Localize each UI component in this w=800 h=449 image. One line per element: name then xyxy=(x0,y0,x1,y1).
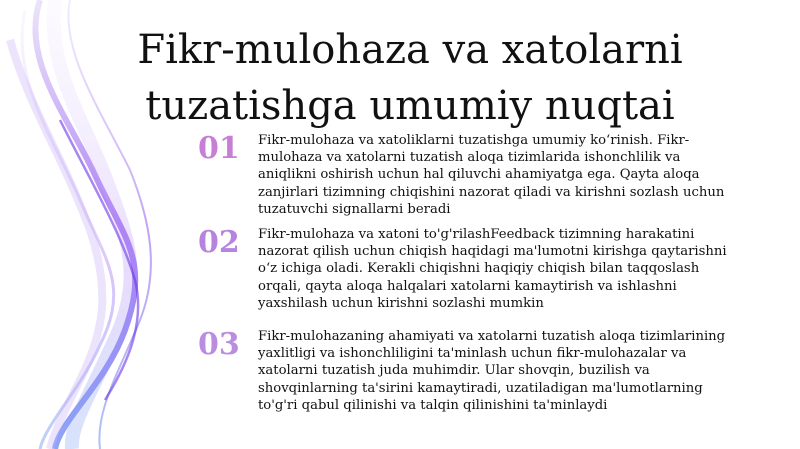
item-text: Fikr-mulohazaning ahamiyati va xatolarni tuzatish aloqa tizimlarining yaxlitligi va ishonchliligini ta'minlash uchun fikr-mulohazalar va xatolarni tuzatish juda muhimdir. Ular shovqin, buzilish va shovqinlarning ta'sirini kamaytiradi, uzatiladigan ma'lumotlarning to'g'ri qabul qilinishi va talqin qilinishini ta'minlaydi xyxy=(258,329,726,413)
item-number: 02 xyxy=(198,225,240,260)
item-number: 03 xyxy=(198,327,240,362)
item-number: 01 xyxy=(198,131,240,166)
item-text: Fikr-mulohaza va xatoliklarni tuzatishga umumiy koʻrinish. Fikr-mulohaza va xatolarni tuzatish aloqa tizimlarida ishonchlilik va aniqlikni oshirish uchun hal qiluvchi ahamiyatga ega. Qayta aloqa zanjirlari tizimning chiqishini nazorat qiladi va kirishni sozlash uchun tuzatuvchi signallarni beradi xyxy=(258,133,725,217)
item-text: Fikr-mulohaza va xatoni to'g'rilashFeedback tizimning harakatini nazorat qilish uchun chiqish haqidagi ma'lumotni kirishga qaytarishni oʻz ichiga oladi. Kerakli chiqishni haqiqiy chiqish bilan taqqoslash orqali, qayta aloqa halqalari xatolarni kamaytirish va ishlashni yaxshilash uchun kirishni sozlashi mumkin xyxy=(258,227,727,311)
slide-title: Fikr-mulohaza va xatolarni tuzatishga umumiy nuqtai xyxy=(137,27,683,129)
